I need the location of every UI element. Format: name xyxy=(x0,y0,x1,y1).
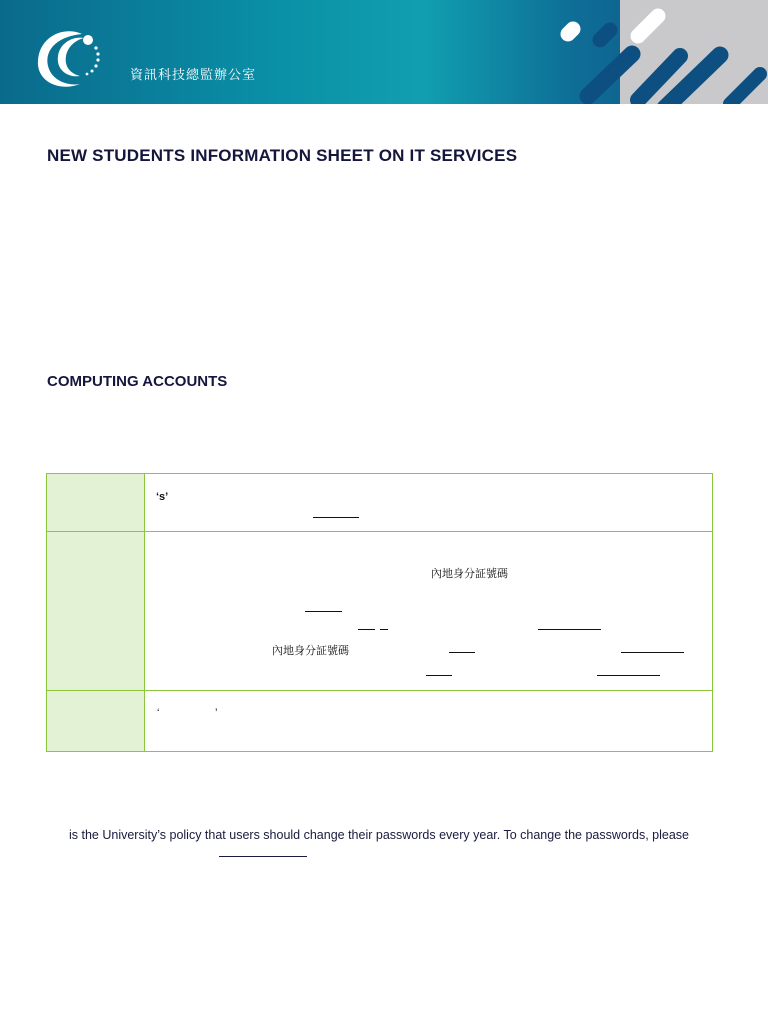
banner-streaks-graphic xyxy=(540,0,768,104)
underline-mark xyxy=(621,652,684,653)
mainland-id-label: 內地身分証號碼 xyxy=(272,644,349,657)
link-underline[interactable] xyxy=(219,856,307,857)
computing-accounts-table xyxy=(46,473,713,752)
underline-mark xyxy=(358,629,375,630)
table-content-cell xyxy=(145,474,713,532)
underline-mark xyxy=(426,675,452,676)
underline-mark xyxy=(449,652,475,653)
header-banner xyxy=(0,0,768,104)
section-heading-computing-accounts: COMPUTING ACCOUNTS xyxy=(47,373,228,390)
cityu-logo-icon xyxy=(34,26,106,92)
underline-mark xyxy=(538,629,601,630)
password-policy-text: is the University’s policy that users should change their passwords every year. To change the passwords, please xyxy=(69,828,690,842)
mainland-id-label: 內地身分証號碼 xyxy=(431,567,508,580)
table-content-cell xyxy=(145,691,713,752)
close-quote-mark: ’ xyxy=(215,707,218,719)
underline-mark xyxy=(597,675,660,676)
table-content-cell xyxy=(145,532,713,691)
document-title: NEW STUDENTS INFORMATION SHEET ON IT SERVICES xyxy=(47,146,518,165)
underline-mark xyxy=(305,611,342,612)
possessive-s-text: ‘s’ xyxy=(156,491,169,503)
table-row xyxy=(47,691,713,752)
table-row xyxy=(47,532,713,691)
table-label-cell xyxy=(47,691,145,752)
underline-mark xyxy=(380,629,388,630)
underline-mark xyxy=(313,517,359,518)
table-label-cell xyxy=(47,532,145,691)
org-name: 資訊科技總監辦公室 xyxy=(130,68,257,83)
table-label-cell xyxy=(47,474,145,532)
open-quote-mark: ‘ xyxy=(157,707,160,719)
table-row xyxy=(47,474,713,532)
